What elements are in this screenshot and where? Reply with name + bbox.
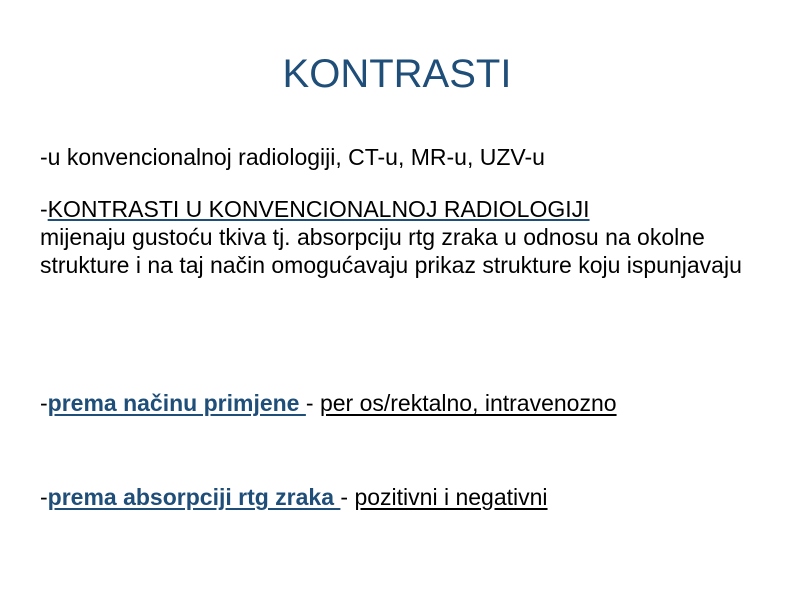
item-value: per os/rektalno, intravenozno	[319, 390, 617, 416]
item-application	[40, 389, 617, 417]
item-separator: -	[340, 484, 355, 510]
item-absorption	[40, 483, 548, 511]
intro-line: -u konvencionalnoj radiologiji, CT-u, MR-u, UZV-u	[40, 144, 545, 170]
paragraph-prefix: -	[40, 196, 48, 222]
slide-title: KONTRASTI	[282, 52, 512, 96]
item-separator: -	[305, 390, 320, 416]
item-prefix: -	[40, 390, 48, 416]
item-prefix: -	[40, 484, 48, 510]
item-label: prema absorpciji rtg zraka	[47, 484, 341, 510]
item-value: pozitivni i negativni	[354, 484, 548, 510]
item-label: prema načinu primjene	[47, 390, 306, 416]
paragraph-body: mijenaju gustoću tkiva tj. absorpciju rtg zraka u odnosu na okolne strukture i na taj način omogućavaju prikaz strukture koju ispunjavaju	[40, 224, 742, 278]
definition-paragraph	[40, 195, 770, 279]
paragraph-heading: KONTRASTI U KONVENCIONALNOJ RADIOLOGIJI	[47, 196, 590, 222]
